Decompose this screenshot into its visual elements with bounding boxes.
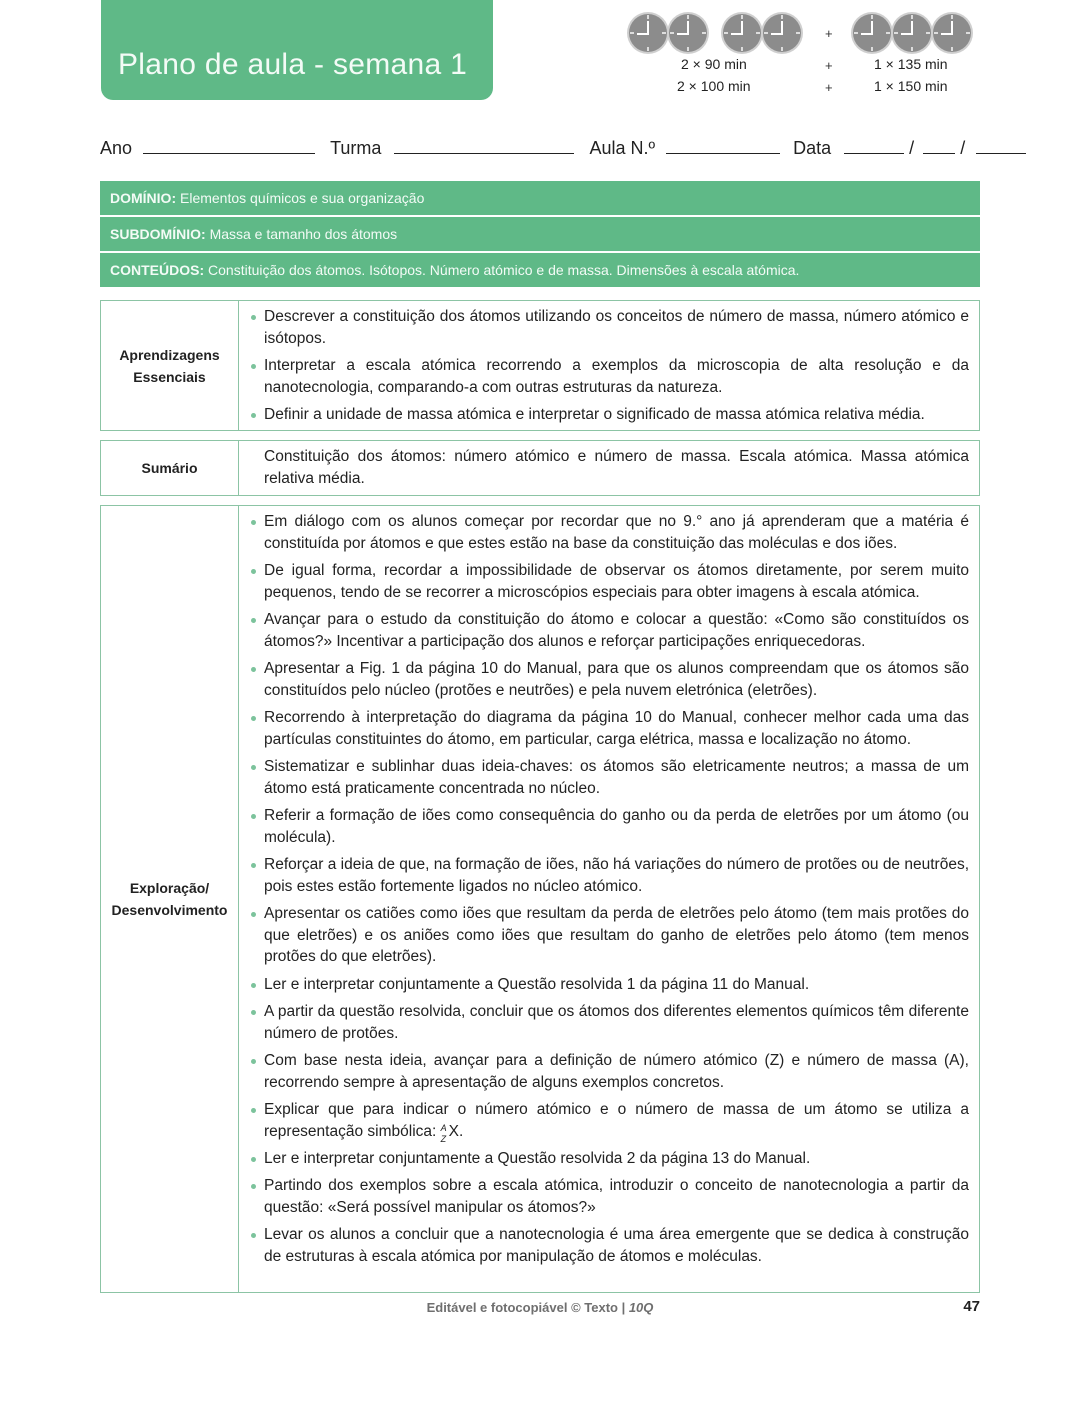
list-item: Partindo dos exemplos sobre a escala atómica, introduzir o conceito de nanotecnologia a partir da questão: «Será possível manipular os átomos?» (253, 1175, 969, 1219)
list-item (253, 1099, 969, 1143)
element-symbol: X. (448, 1122, 464, 1140)
list-item: Avançar para o estudo da constituição do átomo e colocar a questão: «Como são constituídos os átomos?» Incentivar a participação dos alunos e reforçar participações enriquecedoras. (253, 609, 969, 653)
clock-row (627, 12, 977, 56)
duration-option-2-left: 2 × 100 min (677, 78, 751, 94)
page-number: 47 (963, 1298, 980, 1315)
exploracao-list (253, 511, 969, 1268)
sumario-label: Sumário (101, 441, 239, 495)
subdominio-row (100, 217, 980, 251)
date-separator: / (960, 138, 966, 158)
curriculum-info (100, 181, 980, 289)
list-item: Com base nesta ideia, avançar para a definição de número atómico (Z) e número de massa (A), recorrendo sempre à apresentação de alguns exemplos concretos. (253, 1050, 969, 1094)
date-year-field[interactable] (976, 138, 1026, 154)
dominio-value: Elementos químicos e sua organização (180, 190, 425, 206)
plus-sign: + (825, 26, 833, 41)
turma-field[interactable] (394, 138, 574, 154)
dominio-row (100, 181, 980, 215)
list-item: Reforçar a ideia de que, na formação de iões, não há variações do número de protões ou de neutrões, pois estes estão fortemente ligados no núcleo atómico. (253, 854, 969, 898)
clock-icon (723, 14, 761, 52)
list-item: Descrever a constituição dos átomos utilizando os conceitos de número de massa, número atómico e isótopos. (253, 306, 969, 350)
conteudos-label: CONTEÚDOS: (110, 262, 205, 278)
clock-icon (629, 14, 667, 52)
aprendizagens-label-line2: Essenciais (133, 368, 206, 385)
clock-icon (763, 14, 801, 52)
list-item: Apresentar a Fig. 1 da página 10 do Manual, para que os alunos compreendam que os átomos são constituídos pelo núcleo (protões e neutrões) e pela nuvem eletrónica (eletrões). (253, 658, 969, 702)
symbol-explanation-text: Explicar que para indicar o número atómico e o número de massa de um átomo se utiliza a representação simbólica: (264, 1100, 969, 1140)
aprendizagens-label-line1: Aprendizagens (119, 346, 220, 363)
exploracao-section (100, 505, 980, 1293)
aula-number-field[interactable] (666, 138, 780, 154)
plus-sign: + (825, 58, 833, 73)
lesson-durations (627, 12, 977, 95)
duration-option-1-left: 2 × 90 min (681, 56, 747, 72)
list-item: Definir a unidade de massa atómica e interpretar o significado de massa atómica relativa média. (253, 404, 969, 426)
lesson-form-fields (100, 138, 980, 159)
page-footer (100, 1300, 980, 1320)
clock-icon (669, 14, 707, 52)
atomic-number-symbol: Z (440, 1133, 447, 1144)
sumario-text: Constituição dos átomos: número atómico e número de massa. Escala atómica. Massa atómica relativa média. (264, 448, 969, 487)
nuclide-notation (440, 1122, 449, 1144)
ano-label: Ano (100, 138, 133, 158)
exploracao-label-line1: Exploração/ (129, 880, 210, 896)
clock-icon (933, 14, 971, 52)
plus-sign: + (825, 80, 833, 95)
data-label: Data (793, 138, 832, 158)
aula-number-label: Aula N.º (589, 138, 656, 158)
list-item: Sistematizar e sublinhar duas ideia-chaves: os átomos são eletricamente neutros; a massa de um átomo está praticamente concentrada no núcleo. (253, 756, 969, 800)
date-day-field[interactable] (844, 138, 904, 154)
copyright-credit (100, 1300, 980, 1315)
ano-field[interactable] (143, 138, 315, 154)
list-item: Levar os alunos a concluir que a nanotecnologia é uma área emergente que se dedica à construção de estruturas à escala atómica por manipulação de átomos e moléculas. (253, 1224, 969, 1268)
list-item: Ler e interpretar conjuntamente a Questão resolvida 2 da página 13 do Manual. (253, 1148, 969, 1170)
list-item: Apresentar os catiões como iões que resultam da perda de eletrões pelo átomo (tem mais protões do que eletrões) e os aniões como iões que resultam do ganho de eletrões pelo átomo (tem menos protões do que eletrões). (253, 903, 969, 968)
list-item: Em diálogo com os alunos começar por recordar que no 9.° ano já aprenderam que a matéria é constituída por átomos e que estes estão na base da constituição das moléculas e dos iões. (253, 511, 969, 555)
dominio-label: DOMÍNIO: (110, 190, 177, 206)
sumario-section (100, 440, 980, 496)
duration-option-1-right: 1 × 135 min (874, 56, 948, 72)
aprendizagens-list (253, 306, 969, 426)
mass-number-symbol: A (440, 1122, 447, 1133)
list-item: A partir da questão resolvida, concluir que os átomos dos diferentes elementos químicos têm diferente número de protões. (253, 1001, 969, 1045)
aprendizagens-label (101, 301, 239, 430)
aprendizagens-content (239, 301, 979, 430)
list-item: Ler e interpretar conjuntamente a Questão resolvida 1 da página 11 do Manual. (253, 974, 969, 996)
title-tab (101, 0, 493, 100)
book-name: 10Q (628, 1300, 654, 1315)
list-item: De igual forma, recordar a impossibilidade de observar os átomos diretamente, por serem muito pequenos, tendo de se recorrer a microscópios especiais para obter imagens à escala atómica. (253, 560, 969, 604)
clock-icon (893, 14, 931, 52)
list-item: Referir a formação de iões como consequência do ganho ou da perda de eletrões por um átomo (ou molécula). (253, 805, 969, 849)
clock-icon (853, 14, 891, 52)
conteudos-row (100, 253, 980, 287)
exploracao-content (239, 506, 979, 1292)
duration-option-2-right: 1 × 150 min (874, 78, 948, 94)
date-month-field[interactable] (923, 138, 955, 154)
credit-text: Editável e fotocopiável © Texto | (426, 1300, 629, 1315)
exploracao-label-line2: Desenvolvimento (111, 902, 228, 918)
conteudos-value: Constituição dos átomos. Isótopos. Número atómico e de massa. Dimensões à escala atómica. (208, 262, 800, 278)
aprendizagens-section (100, 300, 980, 431)
page-title: Plano de aula - semana 1 (118, 48, 468, 81)
exploracao-label (101, 506, 239, 1292)
list-item: Recorrendo à interpretação do diagrama da página 10 do Manual, conhecer melhor cada uma das partículas constituintes do átomo, em particular, carga elétrica, massa e localização no átomo. (253, 707, 969, 751)
date-separator: / (909, 138, 915, 158)
subdominio-label: SUBDOMÍNIO: (110, 226, 206, 242)
subdominio-value: Massa e tamanho dos átomos (209, 226, 398, 242)
turma-label: Turma (330, 138, 382, 158)
list-item: Interpretar a escala atómica recorrendo a exemplos da microscopia de alta resolução e da nanotecnologia, comparando-a com outras estruturas da natureza. (253, 355, 969, 399)
